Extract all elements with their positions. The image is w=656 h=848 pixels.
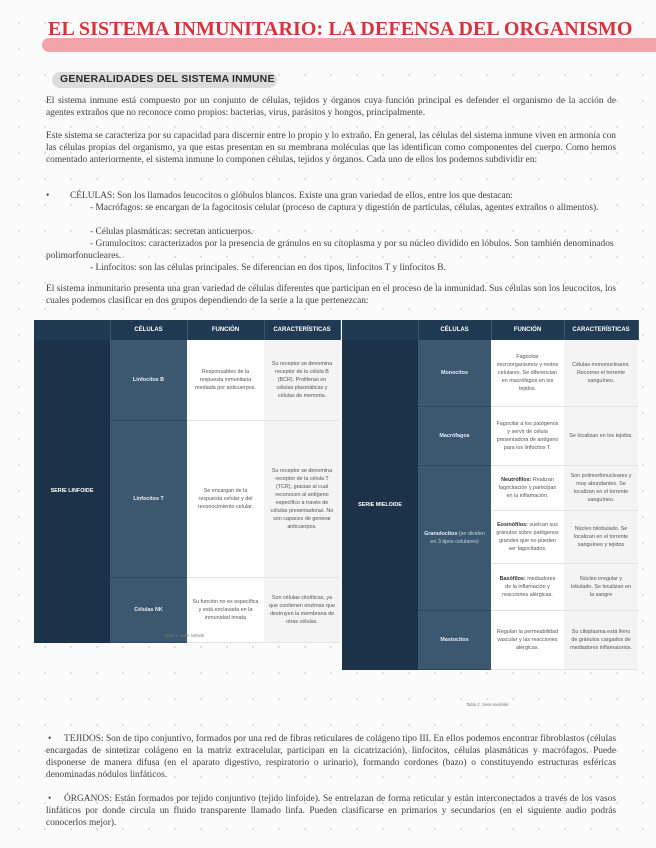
bullet-cells: •: [46, 191, 50, 201]
title-banner: [0, 0, 656, 58]
granulocitos-note: (se dividen en 3 tipos celulares): [430, 531, 485, 545]
cell-name-granulocitos: [418, 466, 491, 611]
table-header-cell: CÉLULAS: [418, 320, 491, 340]
granulocitos-name: Granulocitos: [424, 531, 458, 537]
cell-function: [491, 511, 564, 564]
cell-name: Macrófagos: [418, 407, 491, 466]
cells-item-plasmaticas: - Células plasmáticas: secretan anticuerpos.: [90, 227, 254, 237]
table1-caption: Tabla 1. Serie linfoide: [164, 633, 205, 638]
table2-caption: Tabla 2. Serie mieloide: [466, 702, 509, 707]
cell-function: [491, 466, 564, 511]
cell-name: Linfocitos T: [110, 421, 187, 578]
cell-characteristics: Son células citolíticas, ya que contienen enzimas que destruyen la membrana de otras células.: [264, 578, 340, 643]
table-header-row: [342, 320, 638, 340]
table-serie-mieloide: [342, 320, 639, 670]
table-header-cell: CARACTERÍSTICAS: [564, 320, 638, 340]
cells-intro: CÉLULAS: Son los llamados leucocitos o glóbulos blancos. Existe una gran variedad de ellos, entre los que destacan:: [70, 191, 513, 201]
cells-item-linfocitos: - Linfocitos: son las células principales. Se diferencian en dos tipos, linfocitos T y linfocitos B.: [90, 263, 446, 273]
paragraph-series: El sistema inmunitario presenta una gran variedad de células diferentes que participan en el proceso de la inmunidad. Sus células son los leucocitos, los cuales podemos clasificar en dos grupos dependiendo de la serie a la que pertenezcan:: [46, 284, 616, 306]
table-header-cell: CARACTERÍSTICAS: [264, 320, 340, 340]
cell-function: Fagocitar microorganismos y restos celulares. Se diferencian en macrófagos en los tejidos.: [491, 340, 564, 407]
table-header-cell: [34, 320, 110, 340]
cell-name: Linfocitos B: [110, 340, 187, 421]
cell-function: [491, 564, 564, 611]
page-title: EL SISTEMA INMUNITARIO: LA DEFENSA DEL ORGANISMO: [48, 18, 633, 40]
cell-characteristics: Núcleo bilobulado. Se localizan en el torrente sanguíneo y tejidos: [564, 511, 638, 564]
cell-characteristics: Su citoplasma está lleno de gránulos cargados de mediadores inflamatorios.: [564, 611, 638, 670]
cell-function: Su función no es específica y está enclavada en la inmunidad innata: [187, 578, 264, 643]
cell-characteristics: Su receptor se denomina receptor de la célula T (TCR), gracias al cual reconocen al antígeno específico a través de células presentadoras. No son capaces de generar anticuerpos.: [264, 421, 340, 578]
sub-label: Neutrófilos:: [501, 477, 532, 483]
sub-function: vuelcan sus gránulos sobre patógenos grandes que no pueden ser fagocitados.: [496, 522, 559, 552]
cell-characteristics: Su receptor se denomina receptor de la célula B (BCR). Proliferan en células plasmáticas y células de memoria.: [264, 340, 340, 421]
bullet-tejidos: •: [48, 734, 52, 744]
table-header-cell: FUNCIÓN: [187, 320, 264, 340]
cell-function: Fagocitar a los patógenos y servir de célula presentadora de antígeno para los linfocitos T.: [491, 407, 564, 466]
cell-name: Células NK: [110, 578, 187, 643]
section-title: GENERALIDADES DEL SISTEMA INMUNE: [60, 73, 275, 85]
sub-label: Eosinófilos:: [497, 522, 528, 528]
sub-function: Realizan fagocitación y participan en la inflamación.: [498, 477, 557, 499]
cells-item-macrofagos: - Macrófagos: se encargan de la fagocitosis celular (proceso de captura y digestión de partículas, células, agentes extraños o alimentos).: [90, 203, 599, 213]
paragraph-tejidos: TEJIDOS: Son de tipo conjuntivo, formados por una red de fibras reticulares de colágeno tipo III. En ellos podemos encontrar fibroblastos (células encargadas de sintetizar colágeno en la matriz extracelular, participan en la cicatrización), linfocitos, células plasmáticas y macrófagos. Puede disponerse de manera difusa (en el aparato digestivo, respiratorio o urinario), formando cordones (bazo) o constituyendo estructuras esféricas denominadas nódulos linfáticos.: [46, 734, 616, 780]
cell-characteristics: Son polimorfonucleares y muy abundantes. Se localizan en el torrente sanguíneo.: [564, 466, 638, 511]
sub-function: mediadores de la inflamación y reacciones alérgicas.: [502, 576, 556, 598]
table-header-cell: FUNCIÓN: [491, 320, 564, 340]
table-header-cell: CÉLULAS: [110, 320, 187, 340]
paragraph-characteristics: Este sistema se caracteriza por su capacidad para discernir entre lo propio y lo extraño. En general, las células del sistema inmune viven en armonía con las células propias del organismo, ya que estas presentan en su membrana moléculas que las identifican como componentes del cuerpo. Como hemos comentado anteriormente, el sistema inmune lo componen células, tejidos y órganos. Cada uno de ellos los podemos subdividir en:: [46, 131, 616, 165]
paragraph-intro: El sistema inmune está compuesto por un conjunto de células, tejidos y órganos cuya función principal es defender el organismo de la acción de agentes extraños que no reconoce como propios: bacterias, virus, parásitos y hongos, principalmente.: [46, 96, 616, 118]
cell-function: Responsables de la respuesta inmunitaria mediada por anticuerpos.: [187, 340, 264, 421]
cell-characteristics: Núcleo irregular y lobulado. Se localizan en la sangre: [564, 564, 638, 611]
table-serie-linfoide: [34, 320, 341, 643]
cell-name: Monocitos: [418, 340, 491, 407]
cell-name: Mastocitos: [418, 611, 491, 670]
cell-function: Regulan la permeabilidad vascular y las reacciones alérgicas.: [491, 611, 564, 670]
cell-function: Se encargan de la respuesta celular y del reconocimiento celular.: [187, 421, 264, 578]
cell-characteristics: Células mononucleares. Recorren el torrente sanguíneo.: [564, 340, 638, 407]
table-header-cell: [342, 320, 418, 340]
paragraph-organos: ÓRGANOS: Están formados por tejido conjuntivo (tejido linfoide). Se entrelazan de forma reticular y están interconectados a través de los vasos linfáticos por donde circula un fluido transparente llamado linfa. Pueden clasificarse en primarios y secundarios (en el siguiente audio podrás conocerlos mejor).: [46, 794, 616, 828]
serie-label: SERIE LINFOIDE: [34, 340, 110, 643]
table-header-row: [34, 320, 340, 340]
sub-label: Basófilos:: [499, 576, 526, 582]
bullet-organos: •: [48, 794, 52, 804]
table-row: [34, 340, 340, 421]
cells-item-granulocitos: - Granulocitos: caracterizados por la presencia de gránulos en su citoplasma y por su núcleo dividido en lóbulos. Son también denominados polimorfonucleares.: [46, 239, 614, 261]
cell-characteristics: Se localizan en los tejidos.: [564, 407, 638, 466]
table-row: [342, 340, 638, 407]
serie-label: SERIE MIELOIDE: [342, 340, 418, 670]
